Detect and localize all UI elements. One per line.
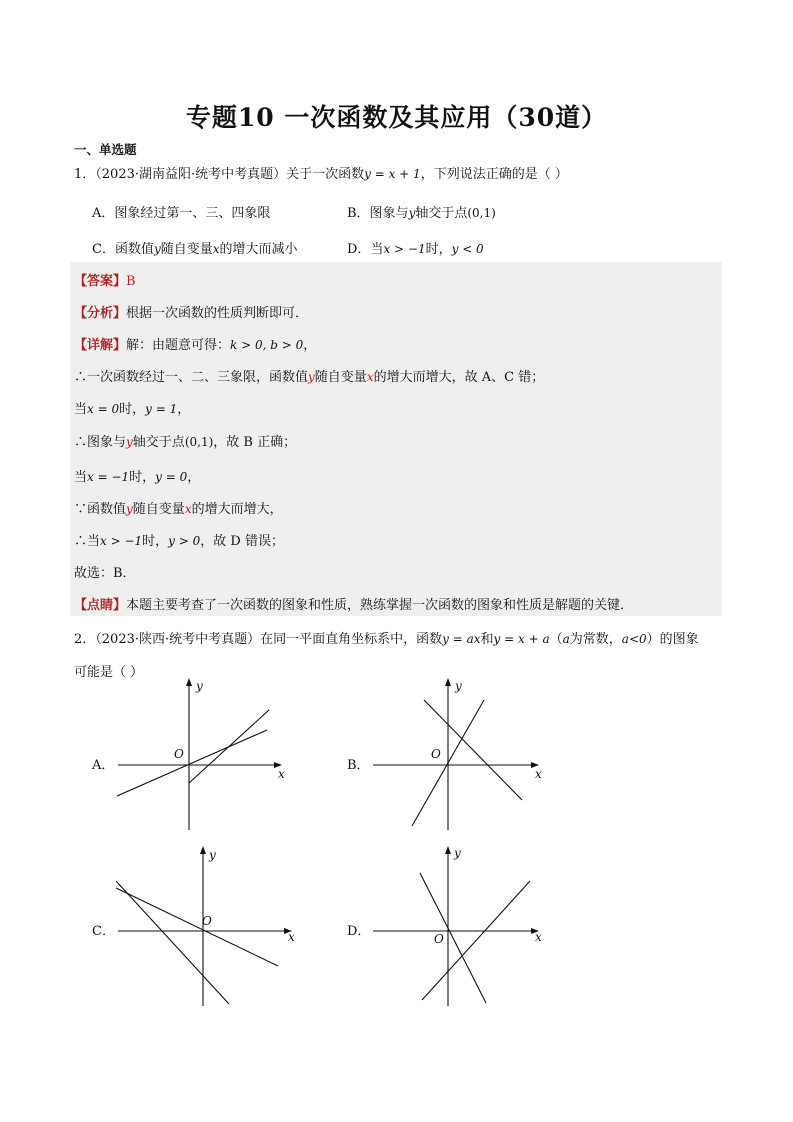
q2-line2: 可能是（ ） xyxy=(74,665,144,680)
analysis-tag: 【分析】 xyxy=(74,306,127,321)
page-title: 专题10 一次函数及其应用（30道） xyxy=(185,103,608,132)
q1-option-c-mid: 随自变量 xyxy=(160,242,213,257)
detail-math: k > 0, b > 0 xyxy=(230,338,304,352)
graph-a-y-arrow xyxy=(186,678,192,686)
q1-option-a: A．图象经过第一、三、四象限 xyxy=(92,206,271,221)
graph-d-y-arrow xyxy=(445,846,451,854)
l8-var1: y xyxy=(126,502,133,516)
review-text: 本题主要考查了一次函数的图象和性质，熟练掌握一次函数的图象和性质是解题的关键． xyxy=(126,598,634,613)
analysis-line xyxy=(74,302,308,321)
graph-a-x-label: x xyxy=(278,767,285,781)
review-line xyxy=(74,594,633,613)
q2-paren-open: （ xyxy=(549,632,563,647)
q2-condition: a<0 xyxy=(621,632,647,646)
l4-post: 的增大而增大，故 A、C 错； xyxy=(373,370,545,385)
l8-mid: 随自变量 xyxy=(132,502,185,517)
q1-option-c-var2: x xyxy=(212,242,220,256)
graph-c-x-label: x xyxy=(288,930,295,944)
l7-post: ， xyxy=(187,470,201,485)
l9-mid: 时， xyxy=(142,534,169,549)
solution-line-10: 故选：B． xyxy=(74,566,136,581)
answer-line xyxy=(74,270,136,289)
q1-option-d-mid: 时， xyxy=(425,242,452,257)
answer-tag: 【答案】 xyxy=(74,274,127,289)
q1-stem-math: y = x + 1 xyxy=(364,167,421,181)
l8-pre: ∵函数值 xyxy=(74,502,127,517)
q1-option-b-math: (0,1) xyxy=(467,206,496,220)
l4-var2: x xyxy=(366,370,374,384)
detail-pre: 解：由题意可得： xyxy=(126,338,231,353)
solution-line-7 xyxy=(74,466,200,485)
graph-b-origin: O xyxy=(431,747,441,761)
detail-post: ， xyxy=(303,338,317,353)
q2-var-a: a xyxy=(562,632,570,646)
l5-post: ， xyxy=(177,402,191,417)
solution-line-9 xyxy=(74,530,284,549)
graph-c-y-label: y xyxy=(209,848,216,862)
graph-c-line-1 xyxy=(116,888,278,966)
graph-a-line-2 xyxy=(189,710,269,783)
graph-d-y-label: y xyxy=(454,846,461,860)
solution-line-4 xyxy=(74,366,544,385)
solution-line-8 xyxy=(74,498,283,517)
l6-pre: ∴图象与 xyxy=(74,435,127,450)
l5-mid: 时， xyxy=(119,402,146,417)
graph-label-a: A． xyxy=(92,758,115,773)
graph-label-d: D． xyxy=(347,924,371,939)
l6-math: (0,1) xyxy=(184,435,214,449)
q1-option-c-var1: y xyxy=(153,242,161,256)
solution-line-6 xyxy=(74,431,296,450)
q2-pre: 2．（2023·陕西·统考中考真题）在同一平面直角坐标系中，函数 xyxy=(74,632,443,647)
graph-b xyxy=(365,676,550,831)
detail-tag: 【详解】 xyxy=(74,338,127,353)
q2-func2: y = x + a xyxy=(493,632,550,646)
l6-mid: 轴交于点 xyxy=(132,435,185,450)
l6-var: y xyxy=(126,435,133,449)
l4-var1: y xyxy=(308,370,315,384)
q1-option-d-math1: x > −1 xyxy=(383,242,426,256)
graph-c-origin: O xyxy=(202,914,212,928)
graph-d xyxy=(365,843,550,1008)
q2-and: 和 xyxy=(480,632,494,647)
l9-post: ，故 D 错误； xyxy=(200,534,284,549)
l7-math1: x = −1 xyxy=(87,470,130,484)
graph-d-origin: O xyxy=(434,932,444,946)
graph-a xyxy=(110,676,290,831)
q1-option-b-mid: 轴交于点 xyxy=(415,206,468,221)
q2-func1: y = ax xyxy=(442,632,481,646)
l7-pre: 当 xyxy=(74,470,88,485)
q1-option-b-var: y xyxy=(408,206,416,220)
graph-label-c: C． xyxy=(92,924,115,939)
graph-d-line-1 xyxy=(420,873,486,1003)
graph-d-x-label: x xyxy=(535,930,542,944)
l9-math1: x > −1 xyxy=(100,534,143,548)
graph-a-origin: O xyxy=(174,747,184,761)
answer-value: B xyxy=(126,274,136,289)
l6-post: ，故 B 正确； xyxy=(213,435,297,450)
detail-line xyxy=(74,334,316,353)
l4-pre: ∴一次函数经过一、二、三象限，函数值 xyxy=(74,370,309,385)
l8-post: 的增大而增大， xyxy=(191,502,283,517)
graph-b-x-label: x xyxy=(535,767,542,781)
graph-label-b: B． xyxy=(347,758,370,773)
q1-stem-post: ，下列说法正确的是（ ） xyxy=(420,167,568,182)
l7-mid: 时， xyxy=(129,470,156,485)
question-1-stem xyxy=(74,165,568,184)
q1-option-d xyxy=(347,238,484,257)
solution-line-5 xyxy=(74,398,190,417)
q1-option-b xyxy=(347,202,496,221)
q1-option-c-post: 的增大而减小 xyxy=(219,242,298,257)
q1-option-c xyxy=(92,238,298,257)
review-tag: 【点睛】 xyxy=(74,598,127,613)
q1-option-b-pre: B．图象与 xyxy=(347,206,409,221)
q2-paren-close: ）的图象 xyxy=(646,632,699,647)
l9-pre: ∴当 xyxy=(74,534,101,549)
l7-math2: y = 0 xyxy=(155,470,188,484)
graph-b-y-label: y xyxy=(455,679,462,693)
graph-a-line-1 xyxy=(117,730,267,796)
q2-paren-mid: 为常数， xyxy=(569,632,622,647)
analysis-text: 根据一次函数的性质判断即可． xyxy=(126,306,309,321)
l4-mid: 随自变量 xyxy=(314,370,367,385)
graph-c xyxy=(110,843,300,1008)
q1-stem-pre: 1．（2023·湖南益阳·统考中考真题）关于一次函数 xyxy=(74,167,365,182)
graph-c-y-arrow xyxy=(200,846,206,854)
graph-b-y-arrow xyxy=(445,678,451,686)
graph-a-y-label: y xyxy=(196,679,203,693)
l8-var2: x xyxy=(184,502,192,516)
l5-pre: 当 xyxy=(74,402,88,417)
l9-math2: y > 0 xyxy=(168,534,201,548)
l5-math1: x = 0 xyxy=(87,402,120,416)
q1-option-c-pre: C．函数值 xyxy=(92,242,154,257)
q1-option-d-pre: D．当 xyxy=(347,242,384,257)
l5-math2: y = 1 xyxy=(145,402,178,416)
section-heading: 一、单选题 xyxy=(74,142,137,157)
graph-c-line-2 xyxy=(116,881,229,1004)
q1-option-d-math2: y < 0 xyxy=(451,242,484,256)
